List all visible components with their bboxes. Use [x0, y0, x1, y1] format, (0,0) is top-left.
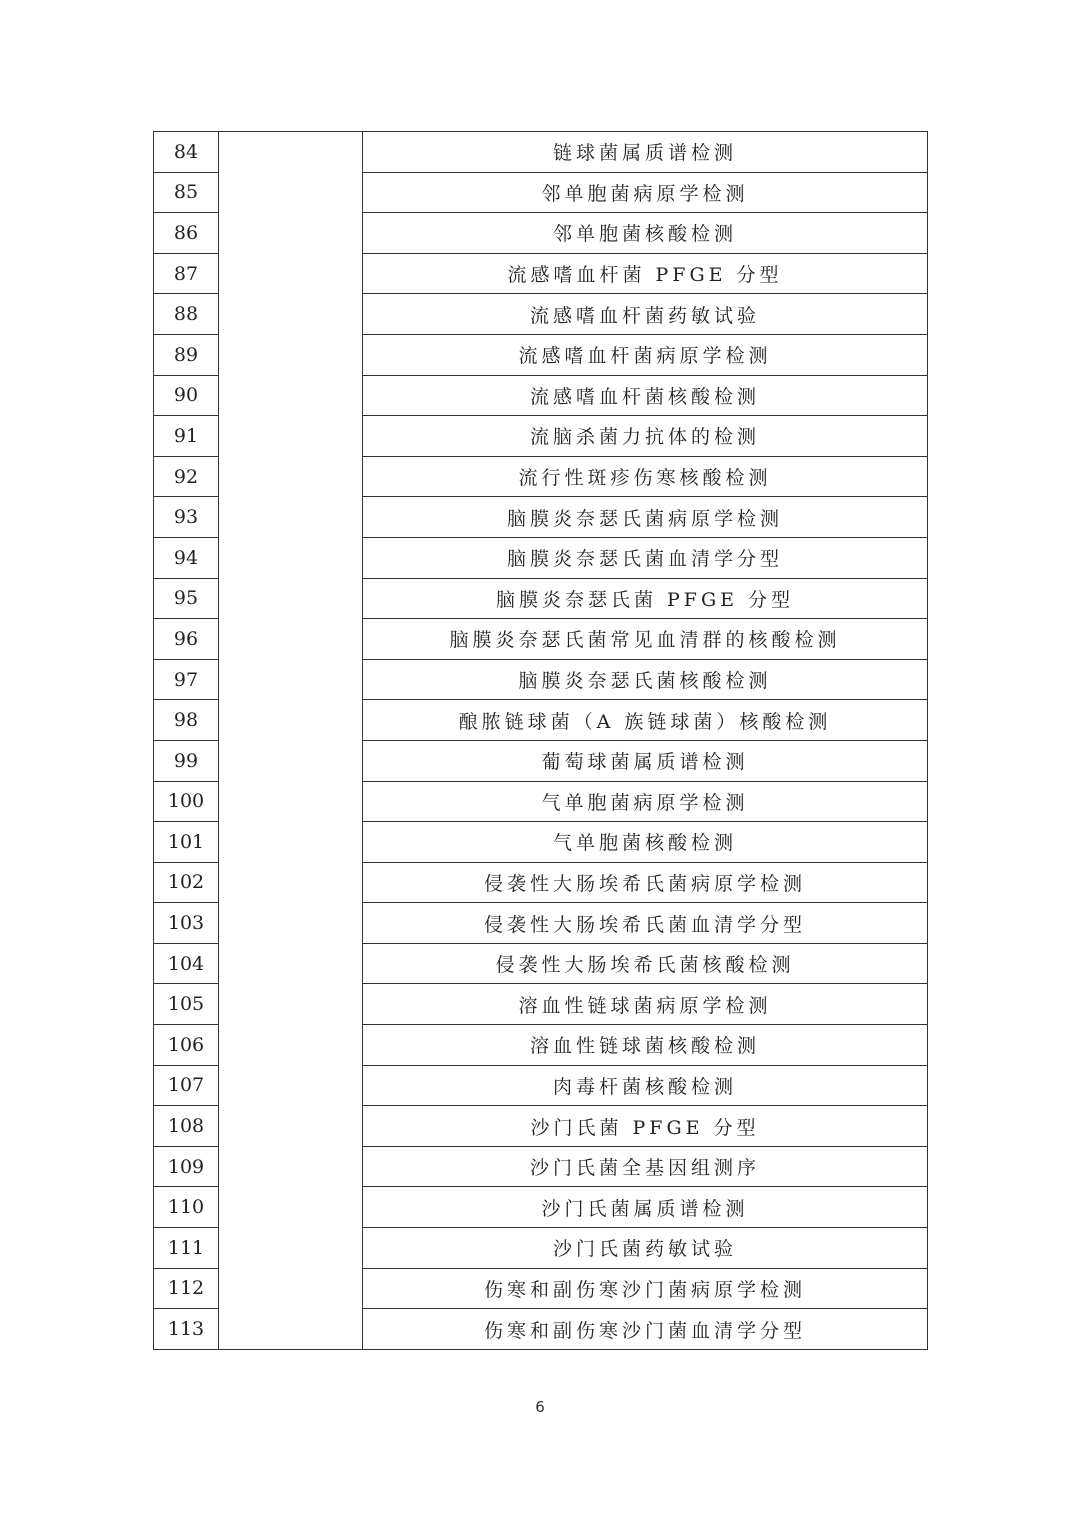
test-item-cell: 流行性斑疹伤寒核酸检测: [363, 456, 928, 497]
row-number-cell: 95: [154, 578, 219, 619]
row-number-cell: 112: [154, 1268, 219, 1309]
table-row: [154, 132, 928, 173]
test-item-cell: 链球菌属质谱检测: [363, 132, 928, 173]
test-item-cell: 肉毒杆菌核酸检测: [363, 1065, 928, 1106]
row-number-cell: 87: [154, 253, 219, 294]
test-item-cell: 伤寒和副伤寒沙门菌血清学分型: [363, 1309, 928, 1350]
row-number-cell: 113: [154, 1309, 219, 1350]
row-number-cell: 84: [154, 132, 219, 173]
test-item-cell: 流感嗜血杆菌核酸检测: [363, 375, 928, 416]
row-number-cell: 94: [154, 537, 219, 578]
row-number-cell: 104: [154, 943, 219, 984]
test-item-cell: 脑膜炎奈瑟氏菌常见血清群的核酸检测: [363, 619, 928, 660]
test-item-cell: 气单胞菌核酸检测: [363, 822, 928, 863]
row-number-cell: 107: [154, 1065, 219, 1106]
test-item-cell: 气单胞菌病原学检测: [363, 781, 928, 822]
row-number-cell: 92: [154, 456, 219, 497]
test-item-cell: 沙门氏菌全基因组测序: [363, 1146, 928, 1187]
row-number-cell: 103: [154, 903, 219, 944]
test-item-cell: 流感嗜血杆菌病原学检测: [363, 334, 928, 375]
row-number-cell: 99: [154, 740, 219, 781]
row-number-cell: 100: [154, 781, 219, 822]
row-number-cell: 90: [154, 375, 219, 416]
test-item-cell: 沙门氏菌 PFGE 分型: [363, 1106, 928, 1147]
test-item-cell: 邻单胞菌病原学检测: [363, 172, 928, 213]
row-number-cell: 86: [154, 213, 219, 254]
row-number-cell: 102: [154, 862, 219, 903]
test-item-cell: 脑膜炎奈瑟氏菌病原学检测: [363, 497, 928, 538]
test-item-cell: 溶血性链球菌病原学检测: [363, 984, 928, 1025]
row-number-cell: 105: [154, 984, 219, 1025]
test-item-cell: 侵袭性大肠埃希氏菌核酸检测: [363, 943, 928, 984]
test-item-cell: 酿脓链球菌（A 族链球菌）核酸检测: [363, 700, 928, 741]
test-item-cell: 溶血性链球菌核酸检测: [363, 1025, 928, 1066]
test-item-cell: 脑膜炎奈瑟氏菌血清学分型: [363, 537, 928, 578]
row-number-cell: 101: [154, 822, 219, 863]
test-item-cell: 流脑杀菌力抗体的检测: [363, 416, 928, 457]
row-number-cell: 97: [154, 659, 219, 700]
test-item-cell: 伤寒和副伤寒沙门菌病原学检测: [363, 1268, 928, 1309]
test-item-cell: 沙门氏菌属质谱检测: [363, 1187, 928, 1228]
test-item-cell: 侵袭性大肠埃希氏菌血清学分型: [363, 903, 928, 944]
row-number-cell: 98: [154, 700, 219, 741]
test-item-cell: 侵袭性大肠埃希氏菌病原学检测: [363, 862, 928, 903]
row-number-cell: 108: [154, 1106, 219, 1147]
category-cell: [219, 132, 363, 1350]
test-item-cell: 流感嗜血杆菌 PFGE 分型: [363, 253, 928, 294]
row-number-cell: 111: [154, 1228, 219, 1269]
page-number: 6: [535, 1398, 545, 1416]
row-number-cell: 85: [154, 172, 219, 213]
test-item-cell: 葡萄球菌属质谱检测: [363, 740, 928, 781]
row-number-cell: 110: [154, 1187, 219, 1228]
test-item-cell: 邻单胞菌核酸检测: [363, 213, 928, 254]
row-number-cell: 109: [154, 1146, 219, 1187]
row-number-cell: 106: [154, 1025, 219, 1066]
test-item-cell: 沙门氏菌药敏试验: [363, 1228, 928, 1269]
test-items-table: [153, 131, 928, 1350]
row-number-cell: 96: [154, 619, 219, 660]
test-item-cell: 流感嗜血杆菌药敏试验: [363, 294, 928, 335]
table-body: [154, 132, 928, 1350]
row-number-cell: 91: [154, 416, 219, 457]
test-item-cell: 脑膜炎奈瑟氏菌核酸检测: [363, 659, 928, 700]
row-number-cell: 88: [154, 294, 219, 335]
test-item-cell: 脑膜炎奈瑟氏菌 PFGE 分型: [363, 578, 928, 619]
row-number-cell: 89: [154, 334, 219, 375]
row-number-cell: 93: [154, 497, 219, 538]
